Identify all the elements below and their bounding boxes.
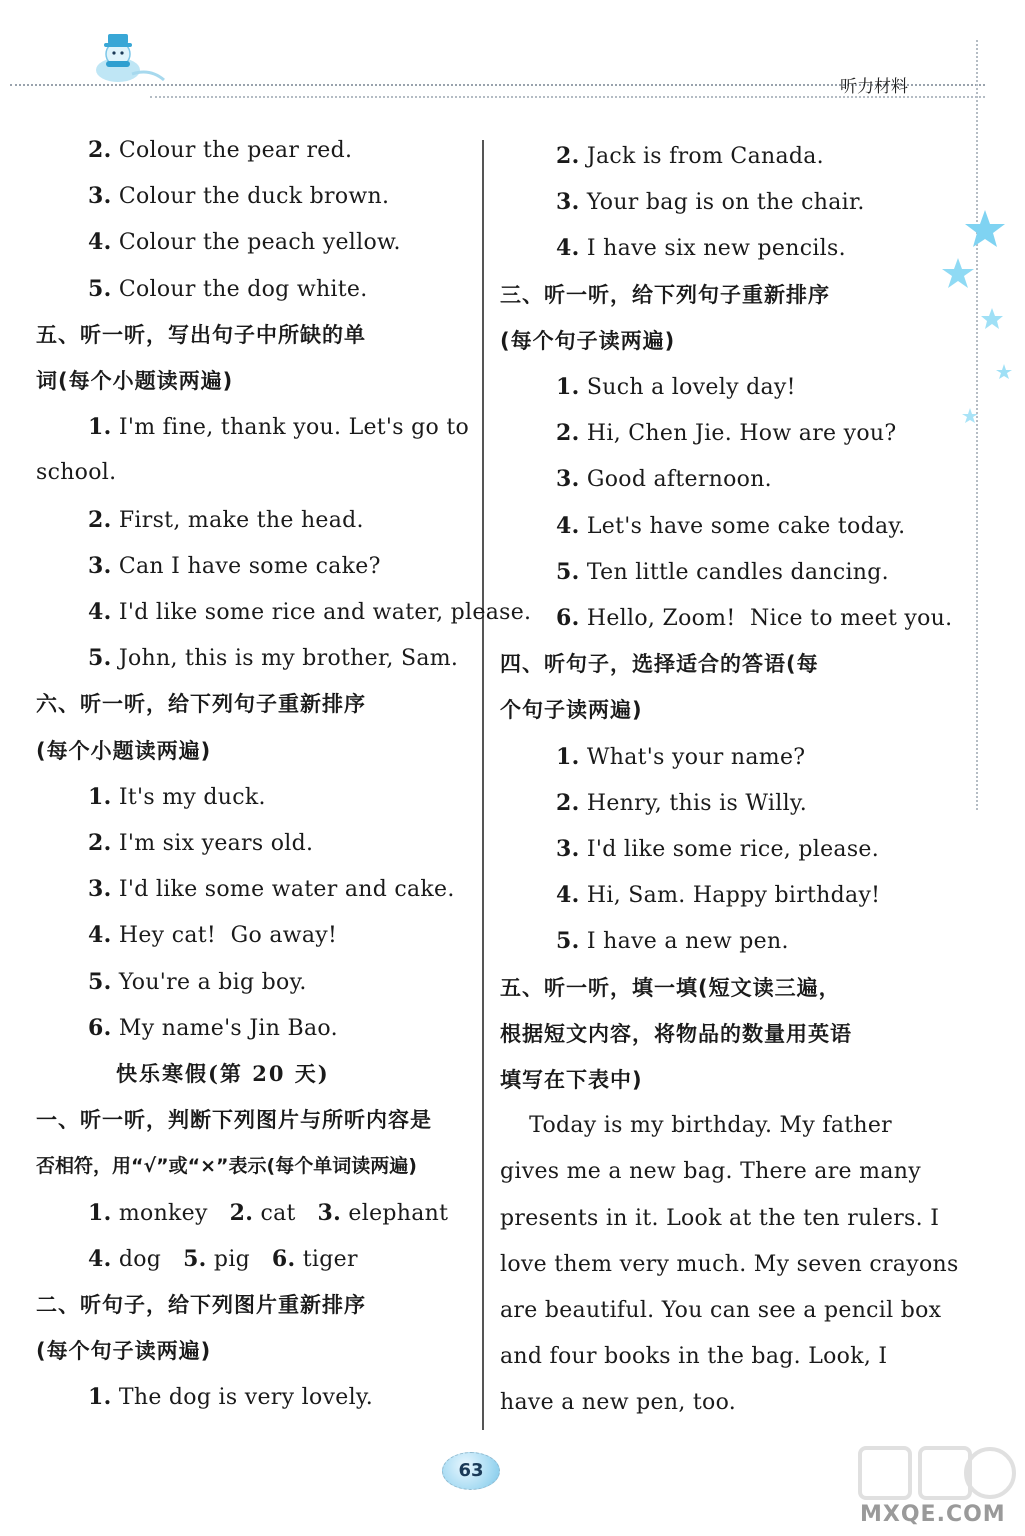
item-number: 3. (317, 1199, 342, 1226)
text-line (88, 921, 337, 950)
item-text: First, make the head. (111, 507, 364, 533)
item-text: Jack is from Canada. (579, 144, 824, 169)
item-number: 3. (88, 183, 112, 210)
item-number: 1. (556, 374, 580, 400)
item-number: 4. (556, 512, 580, 539)
item-text: My name's Jin Bao. (111, 1015, 338, 1041)
item-text: Today is my birthday. My father (500, 1113, 892, 1139)
heading-line (500, 1020, 852, 1049)
item-text: Ten little candles dancing. (579, 559, 889, 585)
item-number: 2. (556, 789, 580, 816)
item-number: 3. (88, 876, 112, 903)
item-text: gives me a new bag. There are many (500, 1159, 921, 1185)
item-number: 6. (556, 605, 580, 631)
item-text: presents in it. Look at the ten rulers. I (500, 1205, 940, 1231)
item-text: I'm fine, thank you. Let's go to (111, 415, 470, 441)
section-heading: 一、听一听，判断下列图片与所听内容是 (36, 1108, 432, 1133)
text-line (500, 1389, 736, 1417)
item-number: 2. (88, 137, 112, 163)
section-heading: (每个句子读两遍) (36, 1339, 212, 1364)
text-line (88, 506, 364, 535)
heading-line (500, 281, 830, 310)
section-heading: 五、听一听，写出句子中所缺的单 (36, 322, 366, 347)
snowman-mascot-icon (88, 28, 168, 88)
item-text: Hello, Zoom! Nice to meet you. (579, 606, 953, 631)
text-line (556, 743, 805, 772)
item-text: The dog is very lovely. (111, 1385, 374, 1411)
section-heading: 填写在下表中) (500, 1068, 643, 1092)
item-number: 2. (556, 143, 580, 169)
section-heading: 六、听一听，给下列句子重新排序 (36, 692, 366, 717)
section-heading: (每个句子读两遍) (500, 328, 676, 353)
section-heading: 词(每个小题读两遍) (36, 369, 234, 393)
item-text: monkey (111, 1200, 230, 1226)
item-number: 4. (88, 1245, 112, 1272)
item-text: Colour the pear red. (111, 138, 353, 163)
text-line (88, 552, 381, 581)
text-line (556, 465, 772, 494)
item-number: 3. (556, 836, 580, 862)
item-text: are beautiful. You can see a pencil box (500, 1298, 942, 1323)
item-text: Let's have some cake today. (579, 513, 906, 539)
text-line (500, 1112, 892, 1140)
item-number: 1. (88, 1199, 112, 1226)
text-line (556, 419, 896, 448)
item-number: 5. (556, 558, 580, 585)
item-number: 4. (556, 882, 580, 909)
section-heading: 根据短文内容，将物品的数量用英语 (500, 1021, 852, 1046)
title-line (116, 1060, 330, 1089)
header-dotted-line (10, 84, 985, 86)
text-line (556, 558, 889, 587)
text-line (556, 604, 952, 633)
item-text: Can I have some cake? (111, 553, 381, 579)
text-line (88, 275, 368, 304)
item-number: 1. (88, 1384, 112, 1411)
item-number: 4. (88, 922, 112, 949)
item-text: Colour the dog white. (111, 276, 368, 302)
item-number: 5. (88, 645, 112, 672)
item-text: Such a lovely day! (579, 375, 796, 400)
text-line (88, 598, 531, 627)
heading-line (36, 1106, 432, 1135)
text-line (88, 136, 352, 165)
heading-line (500, 974, 841, 1003)
heading-line (36, 737, 211, 766)
item-number: 3. (556, 189, 580, 216)
item-number: 2. (88, 506, 112, 533)
heading-line (500, 327, 675, 356)
column-divider (482, 140, 484, 1430)
heading-line (36, 1152, 417, 1180)
heading-line (500, 696, 643, 725)
item-number: 3. (88, 552, 112, 579)
day-title: 快乐寒假(第 20 天) (116, 1061, 330, 1086)
item-text: cat (253, 1200, 318, 1226)
text-line (500, 1343, 887, 1371)
item-text: I have a new pen. (579, 929, 789, 955)
text-line (88, 413, 469, 442)
stars-decoration-icon (930, 200, 1020, 440)
item-number: 3. (556, 466, 580, 493)
item-number: 5. (183, 1245, 207, 1272)
item-number: 6. (271, 1245, 296, 1272)
item-text: I'm six years old. (111, 831, 314, 856)
text-line (88, 783, 266, 812)
text-line (88, 829, 313, 858)
item-text: I have six new pencils. (579, 236, 846, 262)
item-number: 1. (556, 743, 580, 770)
item-text: John, this is my brother, Sam. (111, 646, 459, 672)
text-line (556, 835, 879, 864)
text-line (88, 968, 307, 997)
item-text: dog (111, 1246, 184, 1272)
text-line (556, 512, 905, 541)
text-line (556, 373, 796, 402)
section-heading: 三、听一听，给下列句子重新排序 (500, 282, 830, 307)
item-number: 5. (556, 928, 580, 955)
section-heading: 否相符，用“√”或“×”表示(每个单词读两遍) (36, 1155, 417, 1178)
heading-line (500, 650, 819, 679)
text-line (556, 881, 880, 910)
heading-line (36, 321, 366, 350)
item-text: school. (36, 460, 117, 486)
item-number: 1. (88, 414, 112, 441)
text-line (88, 644, 458, 673)
heading-line (36, 1337, 211, 1366)
item-text: love them very much. My seven crayons (500, 1251, 959, 1277)
text-line (88, 1199, 448, 1228)
item-text: and four books in the bag. Look, I (500, 1344, 888, 1370)
item-text: Colour the peach yellow. (111, 230, 401, 256)
section-heading: 个句子读两遍) (500, 698, 643, 723)
text-line (556, 142, 824, 171)
item-text: It's my duck. (111, 784, 266, 810)
item-number: 2. (229, 1199, 254, 1226)
item-text: pig (206, 1246, 272, 1272)
text-line (556, 188, 865, 217)
item-number: 2. (88, 830, 112, 856)
item-text: I'd like some water and cake. (111, 877, 455, 903)
text-line (88, 1383, 373, 1412)
text-line (500, 1158, 921, 1186)
item-text: Hi, Chen Jie. How are you? (579, 421, 897, 447)
heading-line (36, 367, 233, 396)
heading-line (36, 690, 366, 719)
item-text: have a new pen, too. (500, 1390, 737, 1416)
text-line (556, 234, 846, 263)
item-text: Hey cat! Go away! (111, 923, 338, 949)
item-number: 5. (88, 275, 112, 302)
watermark-text: MXQE.COM (860, 1502, 1006, 1527)
text-line (500, 1251, 959, 1279)
section-heading: (每个小题读两遍) (36, 738, 212, 763)
text-line (556, 789, 807, 818)
section-heading: 四、听句子，选择适合的答语(每 (500, 652, 819, 677)
item-text: You're a big boy. (111, 969, 307, 995)
item-text: I'd like some rice, please. (579, 837, 880, 862)
section-heading: 二、听句子，给下列图片重新排序 (36, 1293, 366, 1317)
page-number: 63 (442, 1452, 500, 1490)
item-text: Colour the duck brown. (111, 184, 390, 210)
section-heading: 五、听一听，填一填(短文读三遍， (500, 975, 841, 1000)
item-number: 6. (88, 1014, 112, 1041)
item-number: 4. (88, 229, 112, 256)
section-label: 听力材料 (840, 77, 908, 97)
item-number: 2. (556, 420, 580, 447)
item-text: Hi, Sam. Happy birthday! (579, 883, 881, 909)
text-line (88, 1014, 338, 1043)
item-text: Henry, this is Willy. (579, 790, 808, 816)
text-line (88, 1245, 358, 1274)
heading-line (36, 1291, 366, 1320)
item-text: tiger (295, 1246, 358, 1272)
item-number: 5. (88, 968, 112, 995)
text-line (36, 459, 116, 487)
item-number: 4. (88, 599, 112, 625)
item-number: 4. (556, 235, 580, 262)
text-line (556, 927, 789, 956)
item-number: 1. (88, 783, 112, 810)
item-text: Good afternoon. (579, 467, 772, 493)
heading-line (500, 1066, 643, 1095)
item-text: I'd like some rice and water, please. (111, 600, 532, 625)
item-text: elephant (341, 1200, 449, 1226)
text-line (500, 1297, 941, 1325)
item-text: Your bag is on the chair. (579, 190, 865, 216)
text-line (88, 182, 389, 211)
text-line (500, 1205, 939, 1233)
text-line (88, 875, 455, 904)
text-line (88, 228, 401, 257)
item-text: What's your name? (579, 744, 806, 770)
